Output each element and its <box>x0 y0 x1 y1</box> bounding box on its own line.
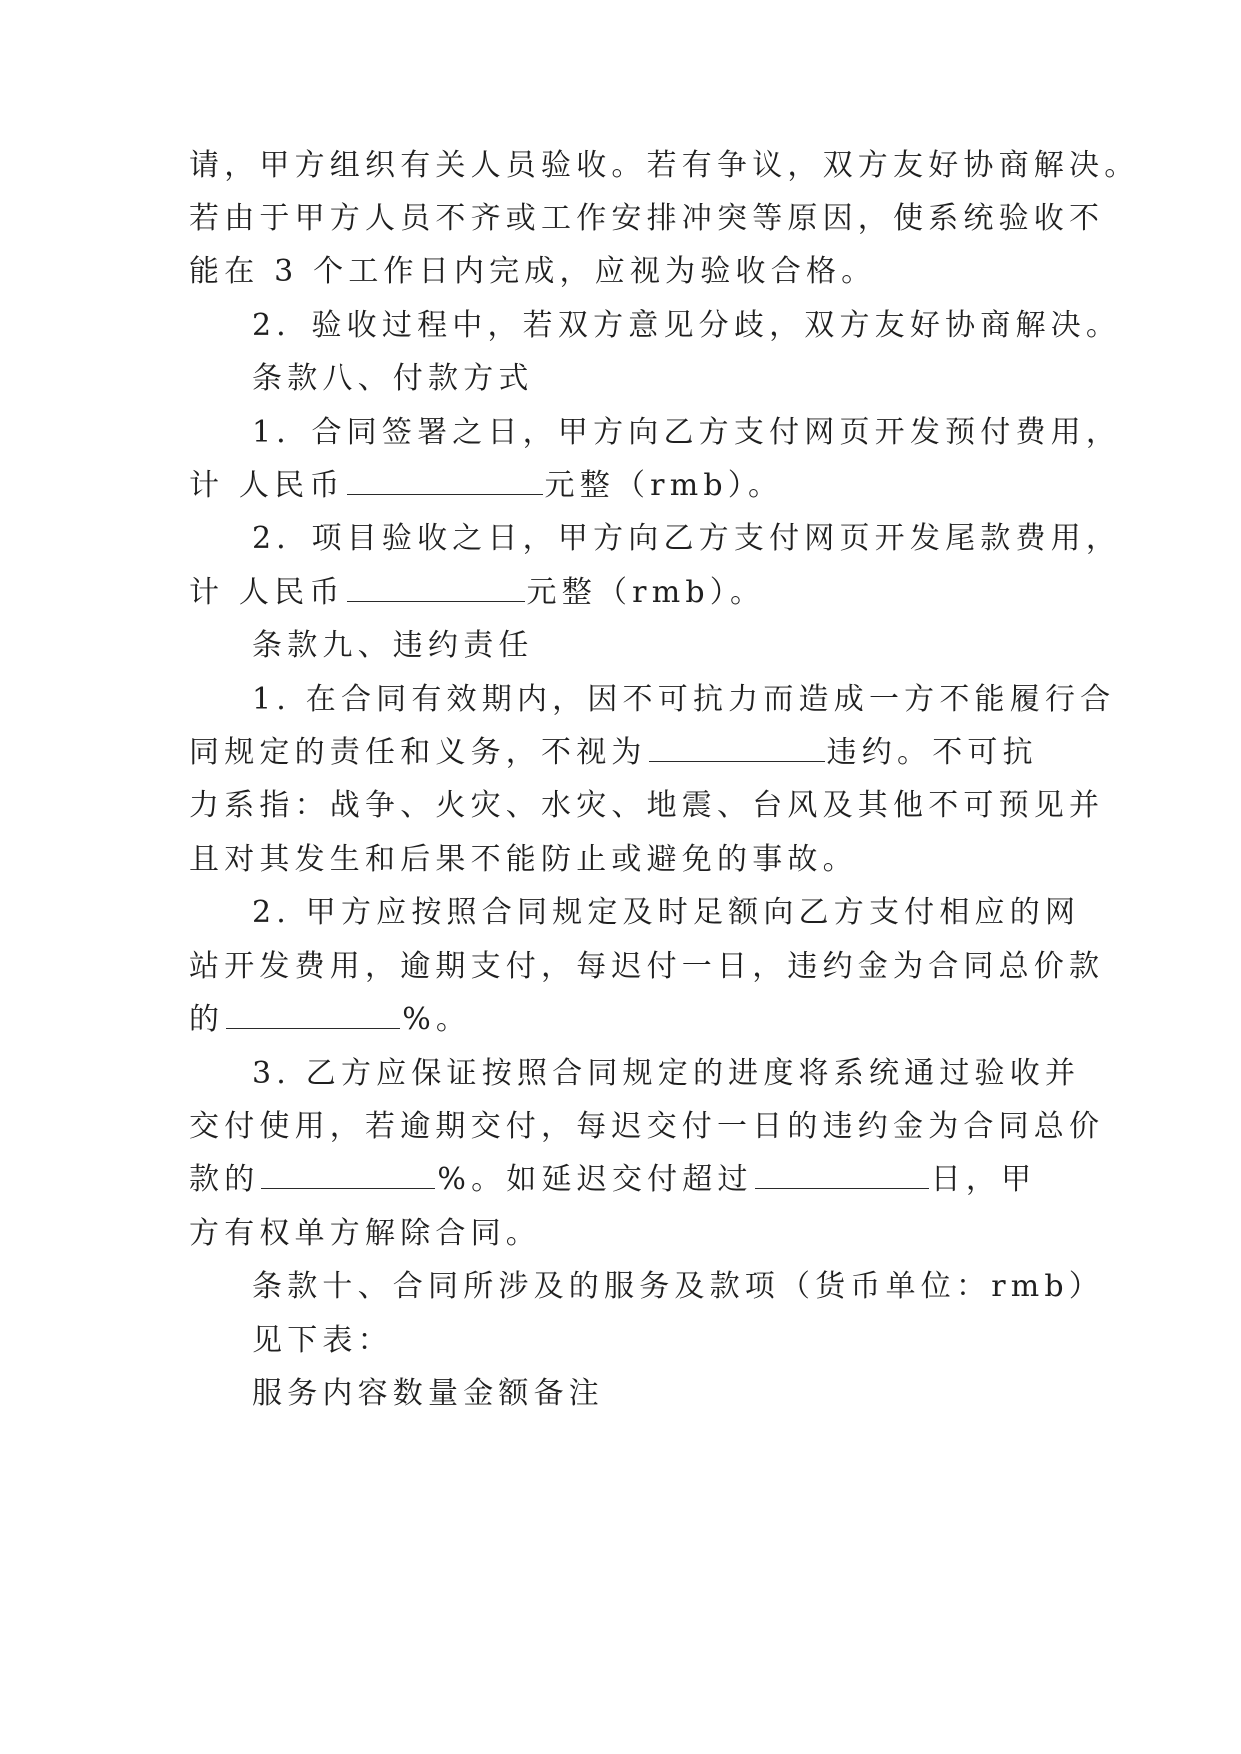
text-segment: 元整（rmb）。 <box>544 468 784 503</box>
text-line: 力系指：战争、火灾、水灾、地震、台风及其他不可预见并 <box>189 788 1105 823</box>
text-segment: 元整（rmb）。 <box>526 575 766 610</box>
text-line <box>189 457 1069 515</box>
text-line: 2．验收过程中，若双方意见分歧，双方友好协商解决。 <box>252 308 1122 343</box>
text-segment: %。如延迟交付超过 <box>437 1162 753 1197</box>
text-line: 3. 乙方应保证按照合同规定的进度将系统通过验收并 <box>252 1056 1081 1091</box>
text-line <box>189 564 1069 622</box>
text-line <box>189 991 1069 1049</box>
fill-in-blank <box>649 737 825 762</box>
clause-heading: 条款九、违约责任 <box>252 628 534 663</box>
clause-heading: 条款十、合同所涉及的服务及款项（货币单位：rmb） <box>252 1269 1104 1304</box>
fill-in-blank <box>347 577 525 602</box>
text-line: 1．合同签署之日，甲方向乙方支付网页开发预付费用， <box>252 415 1122 450</box>
text-line: 能在 3 个工作日内完成，应视为验收合格。 <box>189 254 877 289</box>
text-line: 站开发费用，逾期支付，每迟付一日，违约金为合同总价款 <box>189 949 1105 984</box>
fill-in-blank <box>226 1004 400 1029</box>
text-segment: 同规定的责任和义务，不视为 <box>189 735 647 770</box>
text-line: 2. 甲方应按照合同规定及时足额向乙方支付相应的网 <box>252 895 1081 930</box>
text-segment: 日，甲 <box>930 1162 1037 1197</box>
text-segment: %。 <box>402 1002 472 1037</box>
text-line: 若由于甲方人员不齐或工作安排冲突等原因，使系统验收不 <box>189 201 1105 236</box>
text-line <box>189 724 1069 782</box>
text-line: 请，甲方组织有关人员验收。若有争议，双方友好协商解决。 <box>189 148 1140 183</box>
text-segment: 的 <box>189 1002 225 1037</box>
text-segment: 款的 <box>189 1162 260 1197</box>
fill-in-blank <box>261 1164 435 1189</box>
fill-in-blank <box>347 470 543 495</box>
text-line: 见下表： <box>252 1323 393 1358</box>
text-line <box>189 1151 1069 1209</box>
text-line: 且对其发生和后果不能防止或避免的事故。 <box>189 842 858 877</box>
text-line: 方有权单方解除合同。 <box>189 1216 541 1251</box>
clause-heading: 条款八、付款方式 <box>252 361 534 396</box>
text-segment: 计 人民币 <box>189 468 345 503</box>
table-header-text: 服务内容数量金额备注 <box>252 1376 604 1411</box>
text-segment: 违约。不可抗 <box>826 735 1038 770</box>
fill-in-blank <box>755 1164 929 1189</box>
text-line: 1. 在合同有效期内，因不可抗力而造成一方不能履行合 <box>252 682 1116 717</box>
text-line: 交付使用，若逾期交付，每迟交付一日的违约金为合同总价 <box>189 1109 1105 1144</box>
text-segment: 计 人民币 <box>189 575 345 610</box>
text-line: 2．项目验收之日，甲方向乙方支付网页开发尾款费用， <box>252 521 1122 556</box>
